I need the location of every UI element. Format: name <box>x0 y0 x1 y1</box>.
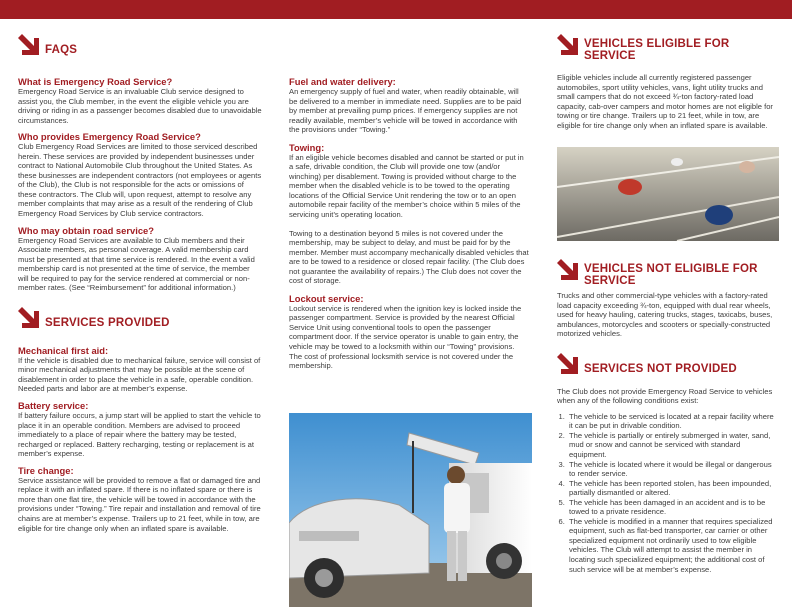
arrow-down-right-icon <box>557 259 579 281</box>
service-heading: Tire change: <box>18 464 74 476</box>
tow-truck-photo <box>289 413 532 607</box>
service-text: If the vehicle is disabled due to mechanical failure, service will consist of minor mechanical adjustments that may be possible at the scene of disablement in order to place the vehicle in a safe, operable condition. Needed parts and labor are at member’s expense. <box>18 355 261 394</box>
service-text: Towing to a destination beyond 5 miles is not covered under the membership, may be subject to delay, and must be paid for by the member. Member must accompany mechanically disabled vehicles that are to be towed to a residence or closed repair facility. (The Club does not guarantee the availability of repairs.) The Club does not cover the cost of storage. <box>289 228 529 286</box>
arrow-down-right-icon <box>18 307 40 329</box>
service-text: Lockout service is rendered when the ignition key is locked inside the passenger compartment. Service is provided by the nearest Official Service Unit using conventional tools to open the passenger compartment door. If the service operator is unable to gain entry, the vehicle may be towed to a locksmith within our “Towing” provisions. The cost of professional locksmith service is not covered under the membership. <box>289 303 522 371</box>
question-heading: What is Emergency Road Service? <box>18 76 173 87</box>
answer-text: Club Emergency Road Services are limited to those serviced described herein. These services are provided by independent businesses under contract to National Automobile Club throughout the United States. As these businesses are independent contractors (not employees or agents of the Club), the Club is not responsible for the acts or omissions of these contractors. The Club will, upon request, attempt to resolve any member complaints that may arise as a result of the rendering of Club Emergency Road Services by Club service contractors. <box>18 142 262 219</box>
service-heading: Battery service: <box>18 400 89 412</box>
section-title-faqs: FAQS <box>45 44 78 56</box>
not-eligible-text: Trucks and other commercial-type vehicles with a factory-rated load capacity exceeding ¾-ton, equipped with dual rear wheels, used for heavy hauling, catering trucks, stages, taxicabs, buses, ambulances, motorcycles and scooters or specially-constructed motorized vehicles. <box>557 291 773 339</box>
answer-text: Emergency Road Services are available to Club members and their Associate members, as personal coverage. A valid membership card must be presented at that time service is rendered. In the event a valid membership card is not presented at the time of service, the member will be required to pay for the service rendered at commercial or non-member rates. (See “Reimbursement” for additional information.) <box>18 235 255 293</box>
answer-text: Emergency Road Service is an invaluable Club service designed to assist you, the Club member, in the event the eligible vehicle you are driving or riding in as a passenger becomes disabled due to unavoidable circumstances. <box>18 87 262 125</box>
conditions-list <box>557 412 779 574</box>
section-header-not-eligible <box>557 255 779 285</box>
section-header-eligible <box>557 30 779 60</box>
service-heading: Mechanical first aid: <box>18 344 109 356</box>
section-header-services-not-provided <box>557 349 779 379</box>
arrow-down-right-icon <box>557 34 579 56</box>
section-title-services-provided: SERVICES PROVIDED <box>45 316 170 329</box>
top-color-bar <box>0 0 792 19</box>
list-item: 2. The vehicle is partially or entirely submerged in water, sand, mud or snow and cannot be serviced with standard equipment. <box>567 431 779 460</box>
section-header-faqs <box>18 30 262 60</box>
section-title-not-eligible: VEHICLES NOT ELIGIBLE FOR SERVICE <box>584 263 758 287</box>
section-title-eligible: VEHICLES ELIGIBLE FOR SERVICE <box>584 38 730 62</box>
service-text: If battery failure occurs, a jump start will be applied to start the vehicle to place it in an operable condition. Members are advised to proceed immediately to a place of repair where the battery may be tested, recharged or replaced. Battery recharging, testing or replacement is at member’s expense. <box>18 411 261 459</box>
section-header-services-provided <box>18 303 262 333</box>
list-item: 5. The vehicle has been damaged in an accident and is to be towed to a private residence. <box>567 498 779 517</box>
list-item: 4. The vehicle has been reported stolen, has been impounded, partially dismantled or altered. <box>567 479 779 498</box>
service-text: Service assistance will be provided to remove a flat or damaged tire and replace it with an inflated spare. If there is no inflated spare or there is more than one flat tire, the vehicle will be towed in accordance with the provisions under “Towing.” Tire repair and installation and removal of tire chains are at member’s expense. Trailers up to 21 feet, while in tow, are eligible for tire change only when an inflated spare is available. <box>18 475 261 533</box>
service-text: If an eligible vehicle becomes disabled and cannot be started or put in a safe, drivable condition, the Club will provide one tow (and/or winching) per disablement. Towing is provided without charge to the member when the disabled vehicle is to be towed to the operating locations of the Official Service Unit rendering the tow or to an open automobile repair facility of the member’s choice within 5 miles of the servicing unit’s operating location. <box>289 152 524 220</box>
eligible-text: Eligible vehicles include all currently registered passenger automobiles, sport utility vehicles, vans, light utility trucks and small campers that do not exceed ¾-ton factory-rated load capacity, cab-over campers and motor homes are not eligible for towing or tire change. Trailers up to 21 feet, while in tow, are eligible for tire change only when an inflated spare is available. <box>557 73 773 130</box>
service-text: An emergency supply of fuel and water, when readily obtainable, will be delivered to a member in immediate need. Supplies are to be paid by member at prevailing pump prices. If emergency supplies are not readily available, member’s vehicle will be towed in accordance with the provisions under “Towing.” <box>289 87 522 135</box>
list-item: 1. The vehicle to be serviced is located at a repair facility where it can be put in drivable condition. <box>567 412 779 431</box>
highway-traffic-photo <box>557 147 779 241</box>
column-not-eligible <box>557 255 779 574</box>
list-item: 3. The vehicle is located where it would be illegal or dangerous to render service. <box>567 460 779 479</box>
service-heading: Fuel and water delivery: <box>289 76 396 87</box>
column-services <box>289 72 529 371</box>
arrow-down-right-icon <box>18 34 40 56</box>
arrow-down-right-icon <box>557 353 579 375</box>
not-provided-intro: The Club does not provide Emergency Road Service to vehicles when any of the following conditions exist: <box>557 386 773 406</box>
question-heading: Who provides Emergency Road Service? <box>18 131 201 143</box>
list-item: 6. The vehicle is modified in a manner that requires specialized equipment, such as flat-bed transporter, car carrier or other specialized equipment not ordinarily used to tow eligible vehicles. The Club will attempt to assist the member in locating such specialized equipment; the additional cost of such service will be at member’s expense. <box>567 517 779 574</box>
column-faqs <box>18 30 262 533</box>
section-title-services-not-provided: SERVICES NOT PROVIDED <box>584 362 737 375</box>
question-heading: Who may obtain road service? <box>18 224 154 236</box>
column-eligibility <box>557 30 779 130</box>
service-heading: Towing: <box>289 141 325 153</box>
service-heading: Lockout service: <box>289 292 364 304</box>
